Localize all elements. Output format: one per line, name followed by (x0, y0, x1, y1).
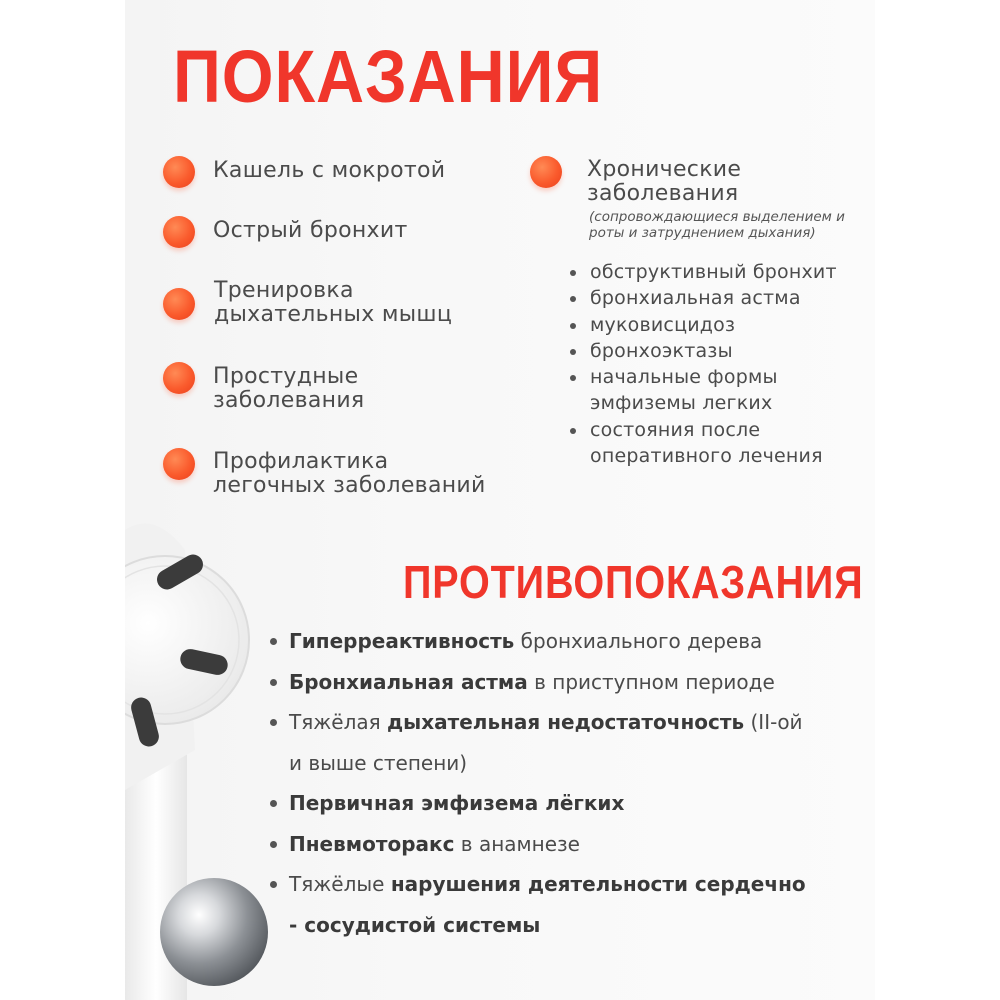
list-item: Гиперреактивность бронхиального дерева (269, 621, 806, 662)
list-item: Бронхиальная астма в приступном периоде (269, 662, 806, 703)
orange-dot-icon (163, 362, 195, 394)
list-item: бронхиальная астма (568, 285, 837, 311)
contraindications-list (269, 621, 806, 945)
chronic-title: Хронические заболевания (587, 157, 742, 206)
list-item: Пневмоторакс в анамнезе (269, 824, 806, 865)
indication-item: Простудные заболевания (213, 364, 365, 413)
list-item: состояния после (568, 417, 837, 443)
orange-dot-icon (530, 156, 562, 188)
orange-dot-icon (163, 216, 195, 248)
list-item: бронхоэктазы (568, 338, 837, 364)
orange-dot-icon (163, 156, 195, 188)
indication-item: Профилактика легочных заболеваний (213, 449, 486, 498)
list-item-continuation: - сосудистой системы (289, 912, 541, 937)
list-item: обструктивный бронхит (568, 259, 837, 285)
indications-title: ПОКАЗАНИЯ (173, 35, 604, 118)
list-item-continuation: и выше степени) (289, 750, 468, 775)
chronic-subtitle: (сопровождающиеся выделением и роты и затруднением дыхания) (589, 209, 845, 241)
list-item: Тяжёлая дыхательная недостаточность (II-ой (269, 702, 806, 743)
list-item: начальные формы (568, 364, 837, 390)
indication-item: Кашель с мокротой (213, 158, 446, 183)
steel-ball-icon (158, 876, 270, 988)
indication-item: Тренировка дыхательных мышц (214, 278, 453, 327)
contraindications-title: ПРОТИВОПОКАЗАНИЯ (403, 556, 864, 608)
list-item: муковисцидоз (568, 312, 837, 338)
list-item: Тяжёлые нарушения деятельности сердечно (269, 864, 806, 905)
orange-dot-icon (163, 288, 195, 320)
list-item: Первичная эмфизема лёгких (269, 783, 806, 824)
indication-item: Острый бронхит (213, 218, 408, 243)
chronic-list (568, 259, 837, 469)
list-item-continuation: эмфиземы легких (590, 392, 773, 415)
orange-dot-icon (163, 448, 195, 480)
list-item-continuation: оперативного лечения (590, 445, 823, 468)
